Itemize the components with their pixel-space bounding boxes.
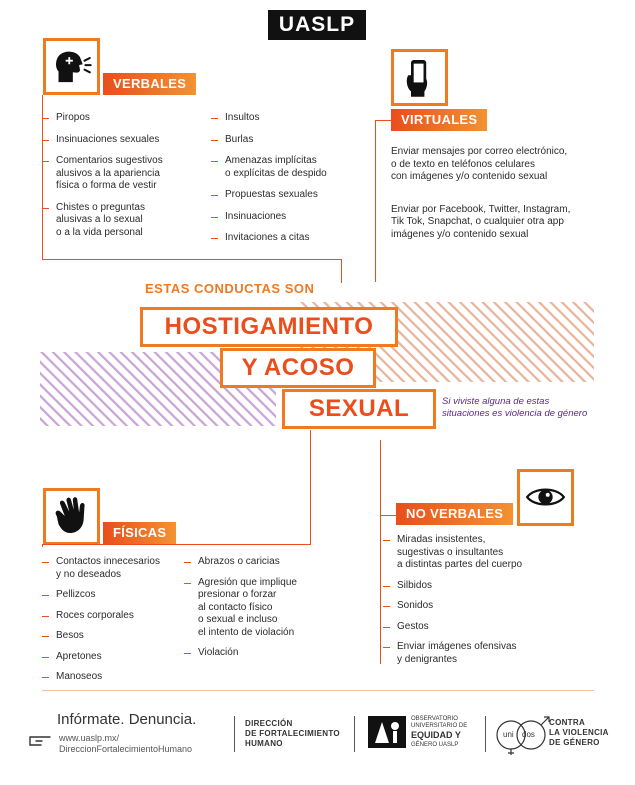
observatorio-line-2: EQUIDAD Y bbox=[411, 730, 461, 740]
footer-url-line-1: www.uaslp.mx/ bbox=[59, 733, 120, 743]
list-item: Enviar mensajes por correo electrónico, o de texto en teléfonos celulares con imágenes y/o contenido sexual bbox=[391, 146, 568, 182]
uaslp-logo: UASLP bbox=[268, 10, 366, 40]
campaign-text: CONTRA LA VIOLENCIA DE GÉNERO bbox=[549, 718, 609, 747]
speaking-head-icon bbox=[43, 38, 100, 95]
smartphone-hand-icon bbox=[391, 49, 448, 106]
virtuales-label: VIRTUALES bbox=[391, 109, 487, 131]
open-hand-icon bbox=[43, 488, 100, 545]
verbales-list-right bbox=[211, 112, 376, 245]
title-line-1: HOSTIGAMIENTO bbox=[140, 307, 398, 347]
virtuales-connector-line bbox=[375, 120, 376, 282]
list-item: Piropos bbox=[42, 112, 207, 125]
no-verbales-label: NO VERBALES bbox=[396, 503, 513, 525]
verbales-connector-line bbox=[42, 259, 342, 260]
list-item: Enviar imágenes ofensivas y denigrantes bbox=[383, 641, 583, 666]
list-item: Agresión que implique presionar o forzar al contacto físico o sexual e incluso el intento de violación bbox=[184, 577, 354, 640]
footer-url[interactable] bbox=[59, 733, 192, 755]
list-item: Insinuaciones bbox=[211, 211, 376, 224]
unidos-word-left: uni bbox=[503, 730, 514, 739]
title-line-3: SEXUAL bbox=[282, 389, 436, 429]
fisicas-list-left bbox=[42, 556, 192, 684]
list-item: Silbidos bbox=[383, 580, 583, 593]
list-item: Insinuaciones sexuales bbox=[42, 134, 207, 147]
observatorio-line-3: GÉNERO UASLP bbox=[411, 742, 459, 748]
no-verbales-connector-line bbox=[380, 515, 396, 516]
footer-separator bbox=[485, 716, 486, 752]
list-item: Propuestas sexuales bbox=[211, 189, 376, 202]
unidos-word-right: dos bbox=[522, 730, 535, 739]
verbales-connector-line bbox=[341, 259, 342, 283]
side-note: Si viviste alguna de estas situaciones es violencia de género bbox=[442, 396, 588, 419]
observatorio-logo-icon bbox=[368, 716, 406, 748]
title-line-2: Y ACOSO bbox=[220, 348, 376, 388]
list-item: Abrazos o caricias bbox=[184, 556, 354, 569]
footer-url-line-2: DireccionFortalecimientoHumano bbox=[59, 744, 193, 754]
fisicas-label: FÍSICAS bbox=[103, 522, 176, 544]
no-verbales-list bbox=[383, 534, 583, 666]
pointing-hand-icon bbox=[28, 731, 52, 749]
list-item: Comentarios sugestivos alusivos a la apariencia física o forma de vestir bbox=[42, 155, 207, 193]
verbales-list-left bbox=[42, 112, 207, 239]
list-item: Insultos bbox=[211, 112, 376, 125]
virtuales-connector-line bbox=[375, 120, 391, 121]
verbales-label: VERBALES bbox=[103, 73, 196, 95]
fisicas-connector-line bbox=[310, 430, 311, 545]
virtuales-list bbox=[391, 146, 621, 241]
list-item: Amenazas implícitas o explícitas de despido bbox=[211, 155, 376, 180]
no-verbales-connector-line bbox=[380, 440, 381, 664]
intro-text: ESTAS CONDUCTAS SON bbox=[145, 281, 315, 296]
list-item: Burlas bbox=[211, 134, 376, 147]
list-item: Pellizcos bbox=[42, 589, 192, 602]
list-item: Manoseos bbox=[42, 671, 192, 684]
eye-icon bbox=[517, 469, 574, 526]
footer-slogan: Infórmate. Denuncia. bbox=[57, 711, 197, 728]
fisicas-list-right bbox=[184, 556, 354, 660]
fisicas-connector-line bbox=[42, 545, 43, 547]
list-item: Invitaciones a citas bbox=[211, 232, 376, 245]
observatorio-text bbox=[411, 716, 491, 749]
list-item: Apretones bbox=[42, 651, 192, 664]
list-item: Roces corporales bbox=[42, 610, 192, 623]
footer-divider bbox=[42, 690, 594, 691]
list-item: Miradas insistentes, sugestivas o insultantes a distintas partes del cuerpo bbox=[383, 534, 583, 572]
list-item: Chistes o preguntas alusivas a lo sexual o a la vida personal bbox=[42, 202, 207, 240]
fisicas-connector-line bbox=[42, 544, 311, 545]
direccion-text: DIRECCIÓN DE FORTALECIMIENTO HUMANO bbox=[245, 719, 340, 748]
list-item: Besos bbox=[42, 630, 192, 643]
list-item: Enviar por Facebook, Twitter, Instagram, Tik Tok, Snapchat, o cualquier otra app imágenes y/o contenido sexual bbox=[391, 203, 571, 240]
list-item: Contactos innecesarios y no deseados bbox=[42, 556, 192, 581]
footer-separator bbox=[234, 716, 235, 752]
list-item: Sonidos bbox=[383, 600, 583, 613]
list-item: Gestos bbox=[383, 621, 583, 634]
list-item: Violación bbox=[184, 647, 354, 660]
observatorio-line-1: OBSERVATORIO UNIVERSITARIO DE bbox=[411, 716, 468, 729]
footer-separator bbox=[354, 716, 355, 752]
